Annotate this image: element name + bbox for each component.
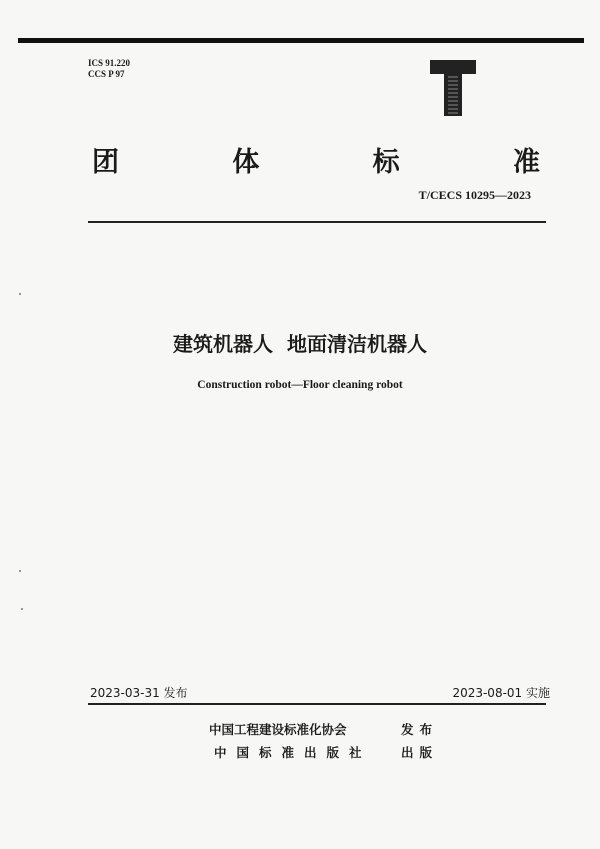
category-char: 准	[512, 147, 540, 178]
scan-speck	[21, 608, 23, 610]
header-divider	[88, 221, 546, 223]
document-title-en: Construction robot—Floor cleaning robot	[197, 379, 403, 391]
category-char: 团	[92, 147, 119, 178]
printer-action: 出版	[401, 745, 439, 760]
classification-codes	[88, 58, 130, 80]
category-char: 体	[232, 147, 260, 178]
publisher-org: 中国工程建设标准化协会	[209, 722, 347, 737]
ics-code: ICS 91.220	[88, 58, 131, 68]
top-rule	[18, 38, 584, 43]
issue-date: 2023-03-31 发布	[90, 686, 188, 700]
document-title-cn: 建筑机器人 地面清洁机器人	[173, 332, 427, 356]
scan-speck	[19, 570, 21, 572]
standard-number: T/CECS 10295—2023	[418, 188, 531, 202]
printer-org: 中国标准出版社	[214, 745, 372, 760]
ccs-code: CCS P 97	[88, 69, 125, 79]
standard-category	[92, 140, 540, 179]
standard-type-mark	[430, 60, 476, 116]
scan-speck	[19, 293, 21, 295]
publisher-action: 发布	[401, 722, 439, 737]
footer-divider	[88, 703, 546, 705]
category-char: 标	[372, 147, 400, 178]
implementation-date: 2023-08-01 实施	[452, 686, 550, 700]
